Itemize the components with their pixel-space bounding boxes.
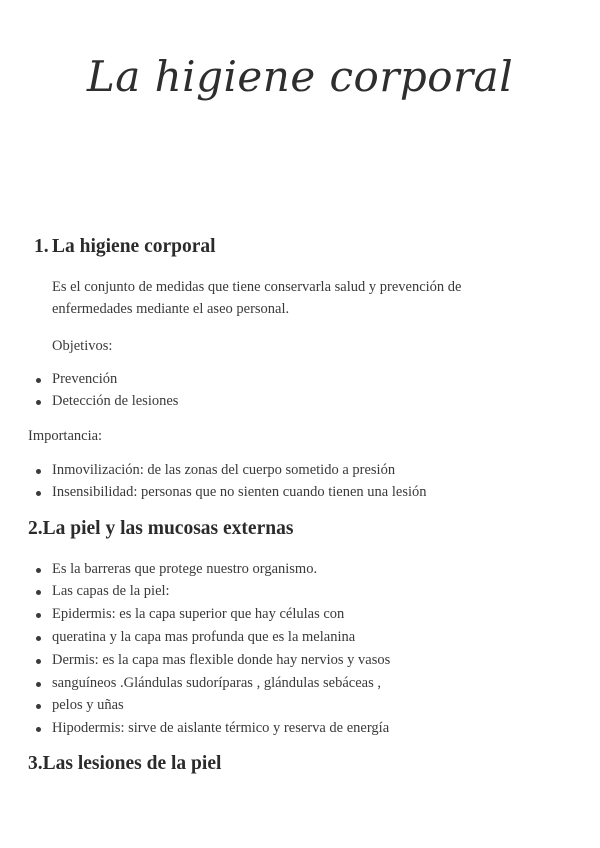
list-item: Epidermis: es la capa superior que hay células con [52, 606, 345, 622]
page-title: La higiene corporal [86, 52, 514, 101]
list-item: Insensibilidad: personas que no sienten cuando tienen una lesión [52, 484, 427, 500]
bullet-marker [36, 469, 41, 474]
bullet-marker [36, 727, 41, 732]
list-item: pelos y uñas [52, 697, 124, 713]
bullet-marker [36, 704, 41, 709]
bullet-marker [36, 491, 41, 496]
section-1-heading: La higiene corporal [52, 236, 216, 257]
list-item: sanguíneos .Glándulas sudoríparas , glándulas sebáceas , [52, 675, 381, 691]
bullet-marker [36, 682, 41, 687]
bullet-marker [36, 613, 41, 618]
section-2-heading: 2.La piel y las mucosas externas [28, 518, 294, 539]
objetivos-label: Objetivos: [52, 338, 113, 354]
importancia-label: Importancia: [28, 428, 103, 444]
list-item: Hipodermis: sirve de aislante térmico y reserva de energía [52, 720, 390, 736]
bullet-marker [36, 400, 41, 405]
list-item: queratina y la capa mas profunda que es la melanina [52, 629, 356, 645]
section-1-paragraph: Es el conjunto de medidas que tiene conservarla salud y prevención de enfermedades mediante el aseo personal. [52, 279, 462, 317]
section-1-number: 1. [34, 236, 49, 257]
bullet-marker [36, 378, 41, 383]
list-item: Es la barreras que protege nuestro organismo. [52, 561, 318, 577]
bullet-marker [36, 568, 41, 573]
list-item: Inmovilización: de las zonas del cuerpo sometido a presión [52, 462, 396, 478]
bullet-marker [36, 636, 41, 641]
bullet-marker [36, 659, 41, 664]
section-3-heading: 3.Las lesiones de la piel [28, 753, 222, 774]
list-item: Detección de lesiones [52, 393, 179, 409]
list-item: Las capas de la piel: [52, 583, 170, 599]
bullet-marker [36, 590, 41, 595]
list-item: Dermis: es la capa mas flexible donde hay nervios y vasos [52, 652, 391, 668]
list-item: Prevención [52, 371, 118, 387]
